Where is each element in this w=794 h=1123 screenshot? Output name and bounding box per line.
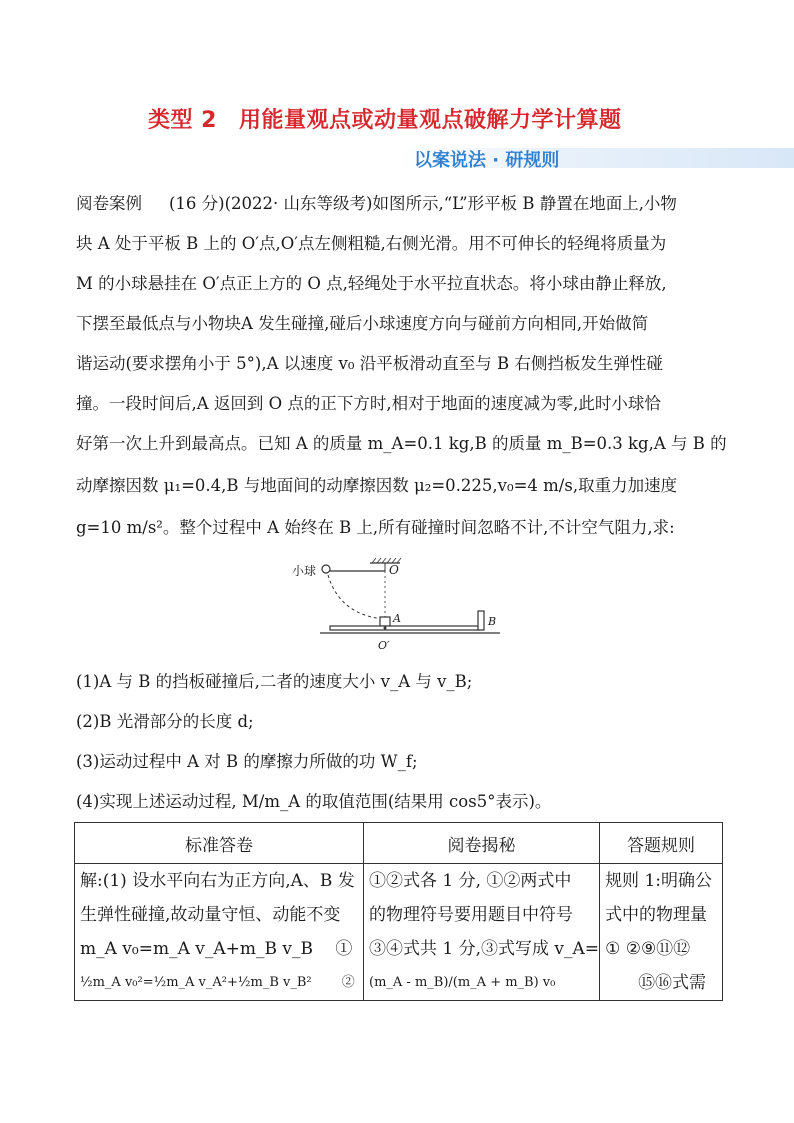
o-prime-label: O′ — [378, 639, 390, 652]
grading-secrets-cell — [364, 864, 600, 1001]
header-grading-secrets: 阅卷揭秘 — [364, 823, 600, 864]
block-a — [380, 617, 390, 626]
problem-line: 撞。一段时间后,A 返回到 O 点的正下方时,相对于地面的速度减为零,此时小球恰 — [76, 394, 661, 413]
question-1: (1)A 与 B 的挡板碰撞后,二者的速度大小 v_A 与 v_B; — [76, 672, 473, 691]
answer-line: 生弹性碰撞,故动量守恒、动能不变 — [80, 905, 341, 925]
answer-line: ½m_A v₀²=½m_A v_A²+½m_B v_B² ② — [80, 975, 355, 990]
answer-line: m_A v₀=m_A v_A+m_B v_B ① — [80, 939, 353, 959]
question-2: (2)B 光滑部分的长度 d; — [76, 712, 254, 731]
a-label: A — [393, 612, 401, 625]
question-3: (3)运动过程中 A 对 B 的摩擦力所做的功 W_f; — [76, 752, 418, 771]
plate-b — [330, 626, 480, 630]
ball-icon — [322, 565, 330, 573]
rule-line: ⑮⑯式需 — [638, 973, 707, 993]
grading-line: ①②式各 1 分, ①②两式中 — [369, 871, 572, 891]
grading-line: (m_A - m_B)/(m_A + m_B) v₀ — [369, 975, 556, 990]
standard-answer-cell — [75, 864, 364, 1001]
rule-line: ① ②⑨⑪⑫ — [605, 939, 691, 959]
page-title — [148, 103, 621, 134]
header-standard-answer: 标准答卷 — [75, 823, 364, 864]
question-4: (4)实现上述运动过程, M/m_A 的取值范围(结果用 cos5°表示)。 — [76, 792, 552, 811]
o-label: O — [389, 563, 399, 577]
problem-line: 好第一次上升到最高点。已知 A 的质量 m_A=0.1 kg,B 的质量 m_B=0.3 kg,A 与 B 的 — [76, 434, 727, 453]
problem-line: 块 A 处于平板 B 上的 O′点,O′点左侧粗糙,右侧光滑。用不可伸长的轻绳将质量为 — [76, 234, 667, 253]
problem-line: g=10 m/s²。整个过程中 A 始终在 B 上,所有碰撞时间忽略不计,不计空气阻力,求: — [76, 518, 675, 537]
problem-line: 阅卷案例 (16 分)(2022· 山东等级考)如图所示,“L”形平板 B 静置在地面上,小物 — [76, 194, 677, 213]
subtitle: 以案说法 · 研规则 — [414, 150, 560, 171]
b-label: B — [488, 615, 497, 628]
title-text: 用能量观点或动量观点破解力学计算题 — [238, 108, 622, 133]
rule-line: 式中的物理量 — [605, 905, 708, 925]
rule-line: 规则 1:明确公 — [605, 871, 713, 891]
title-prefix: 类型 2 — [148, 108, 217, 133]
problem-line: M 的小球悬挂在 O′点正上方的 O 点,轻绳处于水平拉直状态。将小球由静止释放, — [76, 274, 667, 293]
header-answer-rules: 答题规则 — [600, 823, 723, 864]
problem-line: 动摩擦因数 μ₁=0.4,B 与地面间的动摩擦因数 μ₂=0.225,v₀=4 m/s,取重力加速度 — [76, 476, 678, 495]
problem-line: 谐运动(要求摆角小于 5°),A 以速度 v₀ 沿平板滑动直至与 B 右侧挡板发生弹性碰 — [76, 354, 663, 373]
grading-line: 的物理符号要用题目中符号 — [369, 905, 573, 925]
answer-rules-cell — [600, 864, 723, 1001]
problem-line: 下摆至最低点与小物块A 发生碰撞,碰后小球速度方向与碰前方向相同,开始做简 — [76, 314, 649, 333]
ball-label: 小球 — [292, 564, 317, 578]
answer-table — [74, 822, 723, 1001]
grading-line: ③④式共 1 分,③式写成 v_A= — [369, 939, 600, 959]
answer-line: 解:(1) 设水平向右为正方向,A、B 发 — [80, 871, 355, 891]
physics-figure — [290, 555, 520, 655]
